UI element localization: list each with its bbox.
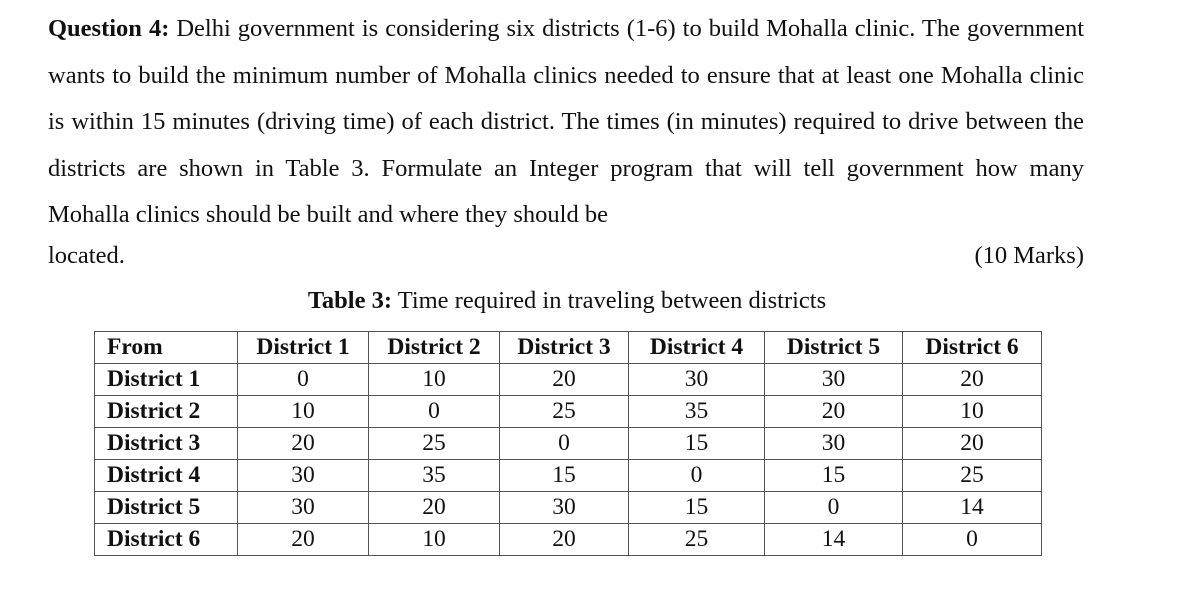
corner-header: From <box>95 332 238 364</box>
table-header-row <box>95 332 1042 364</box>
col-header: District 3 <box>500 332 629 364</box>
row-label: District 5 <box>95 492 238 524</box>
table-cell: 0 <box>238 364 369 396</box>
row-label: District 4 <box>95 460 238 492</box>
table-cell: 15 <box>765 460 903 492</box>
table-cell: 10 <box>238 396 369 428</box>
question-footer <box>48 233 1084 279</box>
table-cell: 0 <box>629 460 765 492</box>
travel-time-table <box>94 331 1042 556</box>
col-header: District 1 <box>238 332 369 364</box>
table-cell: 25 <box>500 396 629 428</box>
question-label: Question 4: <box>48 15 170 42</box>
table-cell: 25 <box>629 524 765 556</box>
table-cell: 10 <box>369 524 500 556</box>
table-cell: 30 <box>238 492 369 524</box>
table-cell: 10 <box>369 364 500 396</box>
table-cell: 20 <box>500 364 629 396</box>
table-cell: 14 <box>765 524 903 556</box>
table-row <box>95 428 1042 460</box>
table-row <box>95 524 1042 556</box>
table-cell: 20 <box>903 428 1042 460</box>
table-row <box>95 364 1042 396</box>
table-row <box>95 396 1042 428</box>
table-cell: 30 <box>500 492 629 524</box>
table-cell: 20 <box>238 428 369 460</box>
marks-label: (10 Marks) <box>974 242 1084 269</box>
table-cell: 15 <box>629 428 765 460</box>
col-header: District 2 <box>369 332 500 364</box>
table-cell: 15 <box>629 492 765 524</box>
table-cell: 14 <box>903 492 1042 524</box>
col-header: District 5 <box>765 332 903 364</box>
table-row <box>95 460 1042 492</box>
table-cell: 0 <box>765 492 903 524</box>
table-cell: 25 <box>369 428 500 460</box>
table-cell: 0 <box>903 524 1042 556</box>
table-cell: 10 <box>903 396 1042 428</box>
table-cell: 30 <box>629 364 765 396</box>
table-caption-text: Time required in traveling between districts <box>392 287 827 314</box>
question-paragraph <box>48 6 1084 239</box>
table-row <box>95 492 1042 524</box>
table-cell: 20 <box>238 524 369 556</box>
table-cell: 30 <box>765 364 903 396</box>
col-header: District 4 <box>629 332 765 364</box>
table-cell: 25 <box>903 460 1042 492</box>
table-cell: 15 <box>500 460 629 492</box>
table-cell: 30 <box>765 428 903 460</box>
table-caption <box>0 284 1134 318</box>
table-cell: 0 <box>500 428 629 460</box>
question-last-word: located. <box>48 242 125 269</box>
table-cell: 35 <box>629 396 765 428</box>
table-cell: 20 <box>903 364 1042 396</box>
table-cell: 35 <box>369 460 500 492</box>
row-label: District 2 <box>95 396 238 428</box>
question-text: Delhi government is considering six districts (1-6) to build Mohalla clinic. The government wants to build the minimum number of Mohalla clinics needed to ensure that at least one Mohalla clinic is within 15 minutes (driving time) of each district. The times (in minutes) required to drive between the districts are shown in Table 3. Formulate an Integer program that will tell government how many Mohalla clinics should be built and where they should be <box>48 15 1085 228</box>
row-label: District 3 <box>95 428 238 460</box>
row-label: District 6 <box>95 524 238 556</box>
table-cell: 30 <box>238 460 369 492</box>
table-cell: 20 <box>500 524 629 556</box>
col-header: District 6 <box>903 332 1042 364</box>
table-cell: 20 <box>765 396 903 428</box>
table-cell: 20 <box>369 492 500 524</box>
table-cell: 0 <box>369 396 500 428</box>
row-label: District 1 <box>95 364 238 396</box>
table-caption-label: Table 3: <box>307 287 393 314</box>
